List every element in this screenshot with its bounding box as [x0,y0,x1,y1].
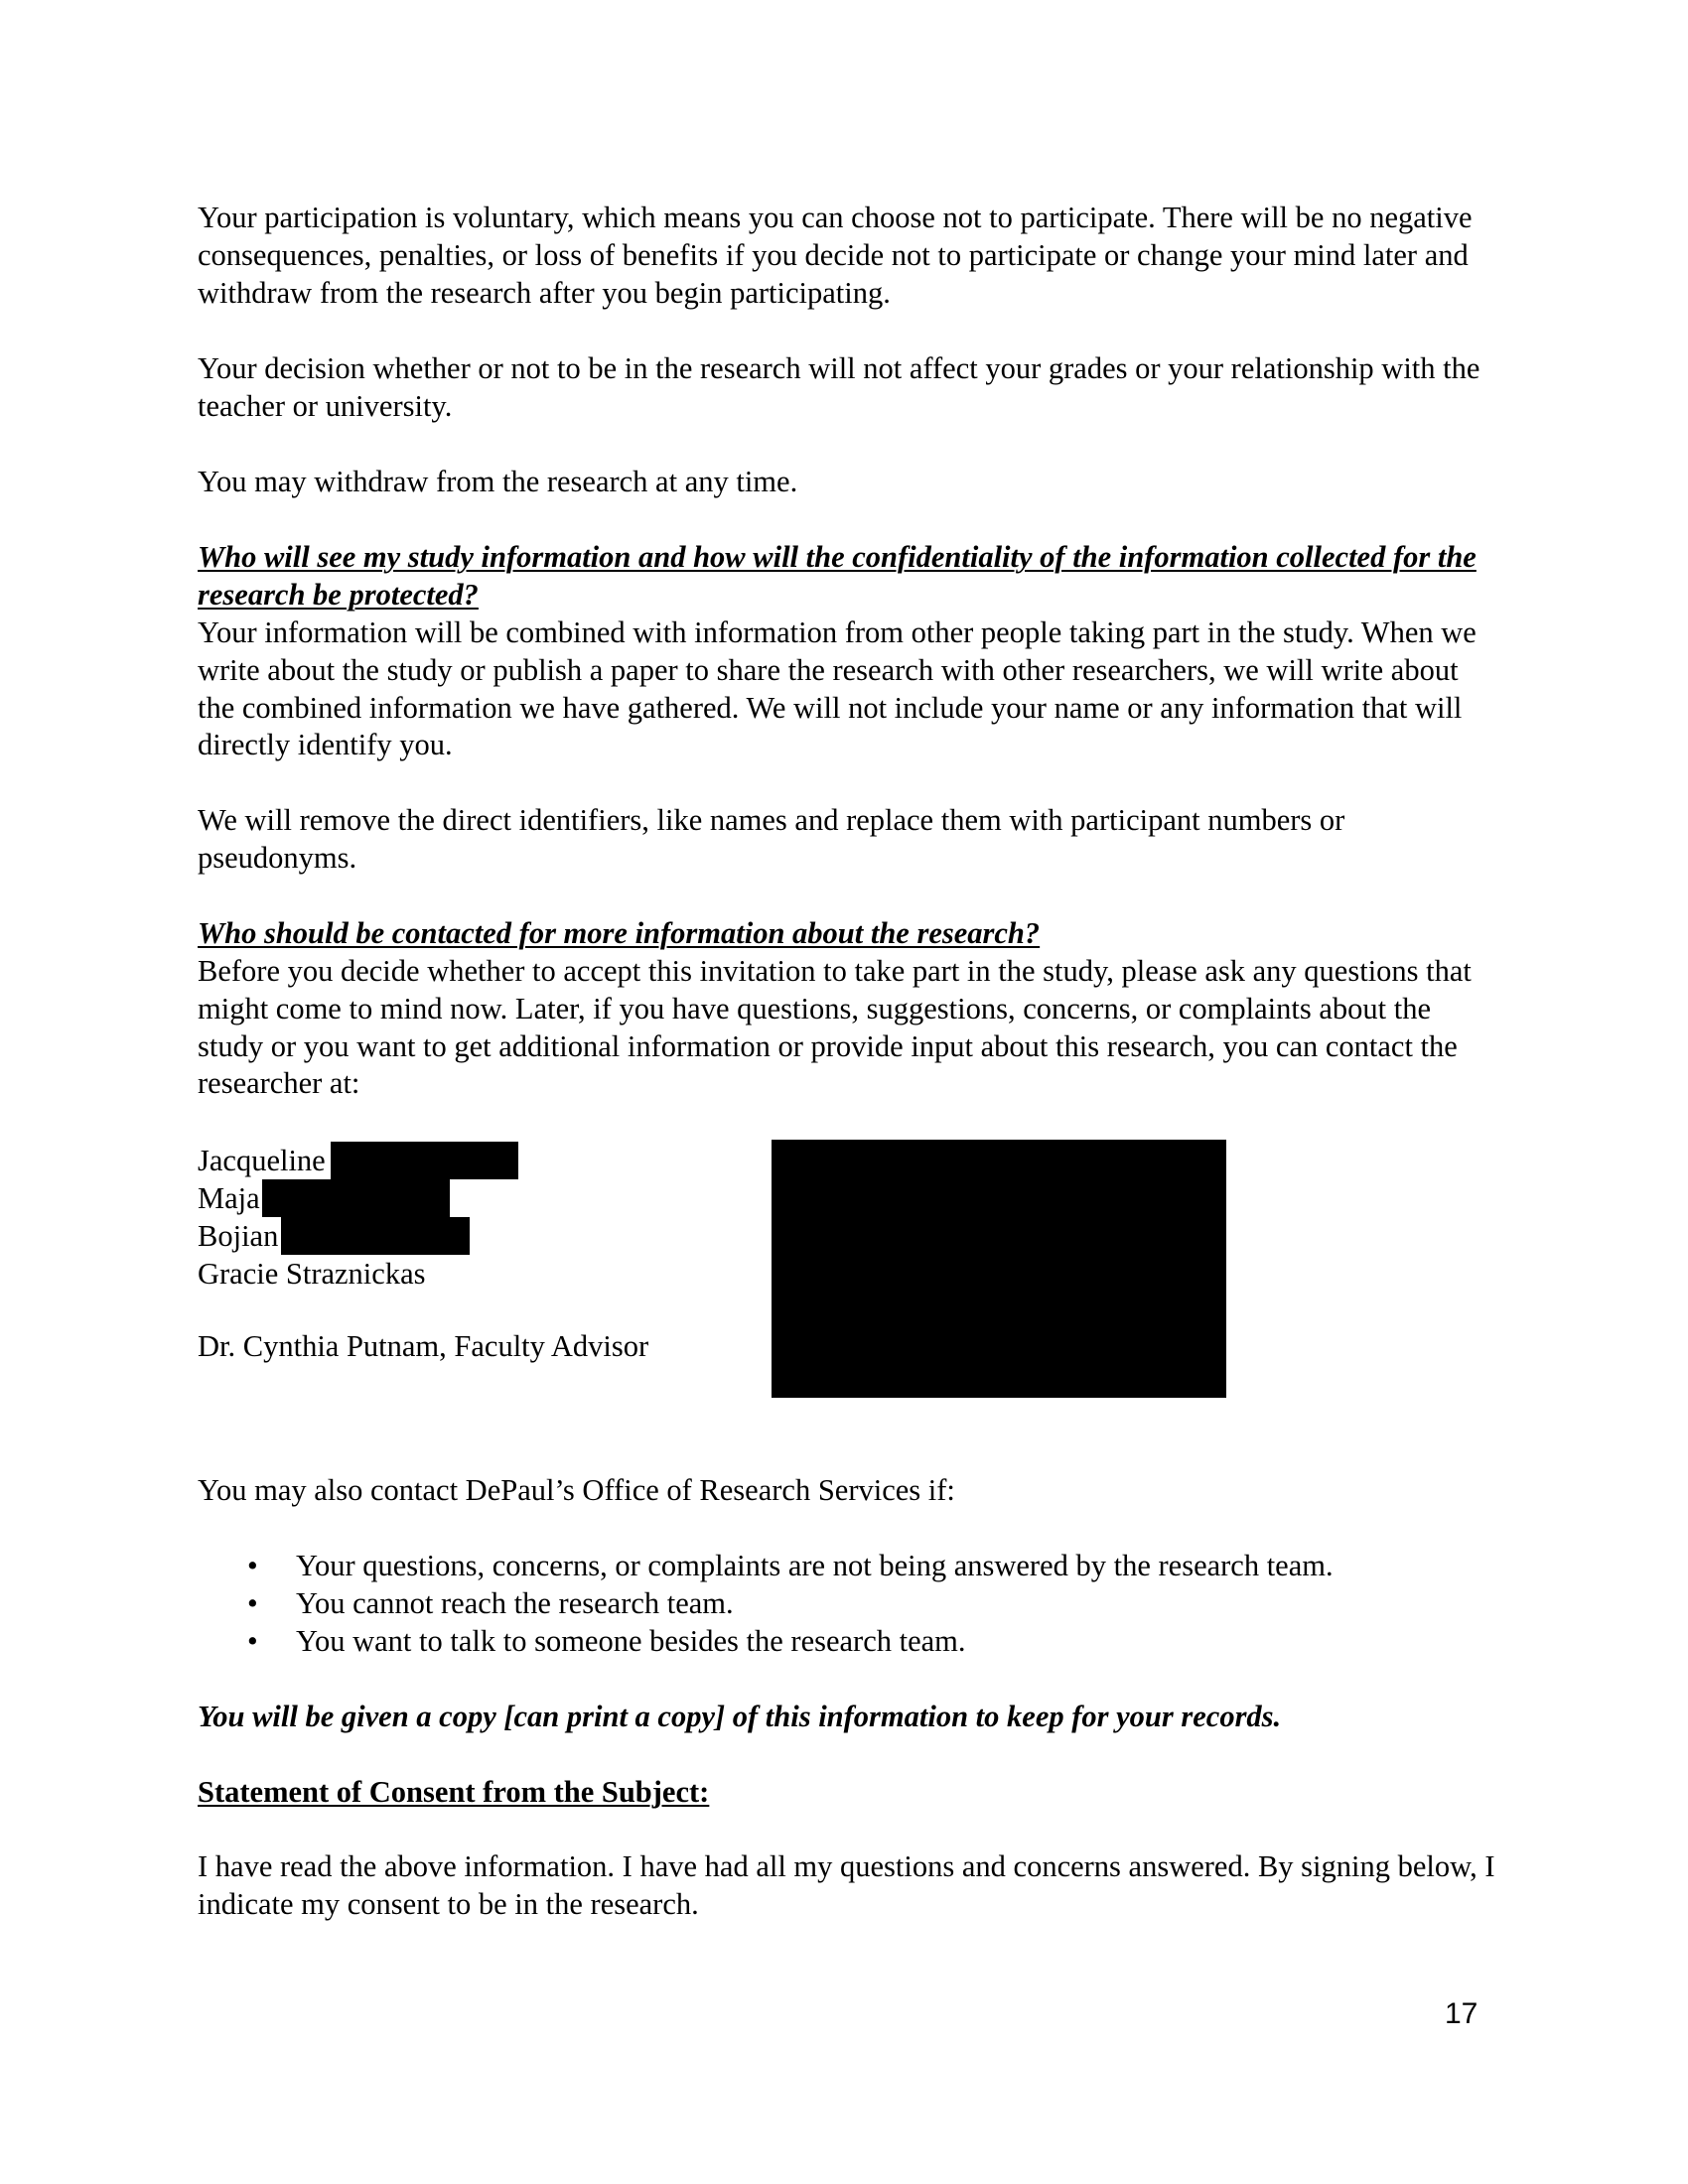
researcher-row [198,1255,734,1293]
heading-confidentiality: Who will see my study information and how will the confidentiality of the information collected for the research be protected? [198,540,1477,612]
redaction-bar [281,1217,470,1255]
bullet-icon: • [247,1585,258,1620]
paragraph-voluntary: Your participation is voluntary, which means you can choose not to participate. There will be no negative consequences, penalties, or loss of benefits if you decide not to participate or change your mind later and withdraw from the research after you begin participating. [198,201,1473,310]
bullet-icon: • [247,1549,258,1582]
researcher-name: Gracie Straznickas [198,1257,426,1291]
bullet-list [198,1548,1498,1660]
researcher-row [198,1142,734,1179]
paragraph-withdraw: You may withdraw from the research at any time. [198,465,798,498]
redaction-bar [331,1142,518,1179]
list-item [198,1623,1498,1661]
researcher-name: Bojian [198,1219,279,1253]
heading-statement: Statement of Consent from the Subject: [198,1775,710,1809]
list-item [198,1585,1498,1623]
bullet-icon: • [247,1623,258,1658]
researcher-list [198,1142,734,1293]
list-item-text: Your questions, concerns, or complaints are not being answered by the research team. [296,1549,1334,1582]
list-item [198,1548,1498,1585]
heading-contacted: Who should be contacted for more information about the research? [198,916,1041,950]
copy-notice: You will be given a copy [can print a copy] of this information to keep for your records. [198,1700,1282,1733]
faculty-advisor: Dr. Cynthia Putnam, Faculty Advisor [198,1329,649,1363]
paragraph-decision: Your decision whether or not to be in the research will not affect your grades or your relationship with the teacher or university. [198,351,1480,423]
paragraph-combined: Your information will be combined with information from other people taking part in the study. When we write about the study or publish a paper to share the research with other researchers, we will write about the combined information we have gathered. We will not include your name or any information that will directly identify you. [198,615,1477,762]
paragraph-consent: I have read the above information. I have had all my questions and concerns answered. By signing below, I indicate my consent to be in the research. [198,1849,1495,1921]
researcher-name: Maja [198,1181,260,1215]
page-number: 17 [1445,1997,1478,2030]
paragraph-office: You may also contact DePaul’s Office of Research Services if: [198,1473,955,1507]
redaction-bar [262,1179,450,1217]
redacted-contact-info [772,1140,1226,1398]
researcher-row [198,1179,734,1217]
list-item-text: You cannot reach the research team. [296,1585,734,1620]
list-item-text: You want to talk to someone besides the research team. [296,1623,966,1658]
researcher-row [198,1217,734,1255]
paragraph-identifiers: We will remove the direct identifiers, like names and replace them with participant numbers or pseudonyms. [198,803,1345,875]
paragraph-contact: Before you decide whether to accept this invitation to take part in the study, please ask any questions that might come to mind now. Later, if you have questions, suggestions, concerns, or complaints about the study or you want to get additional information or provide input about this research, you can contact the researcher at: [198,954,1472,1101]
researcher-name: Jacqueline [198,1144,326,1177]
